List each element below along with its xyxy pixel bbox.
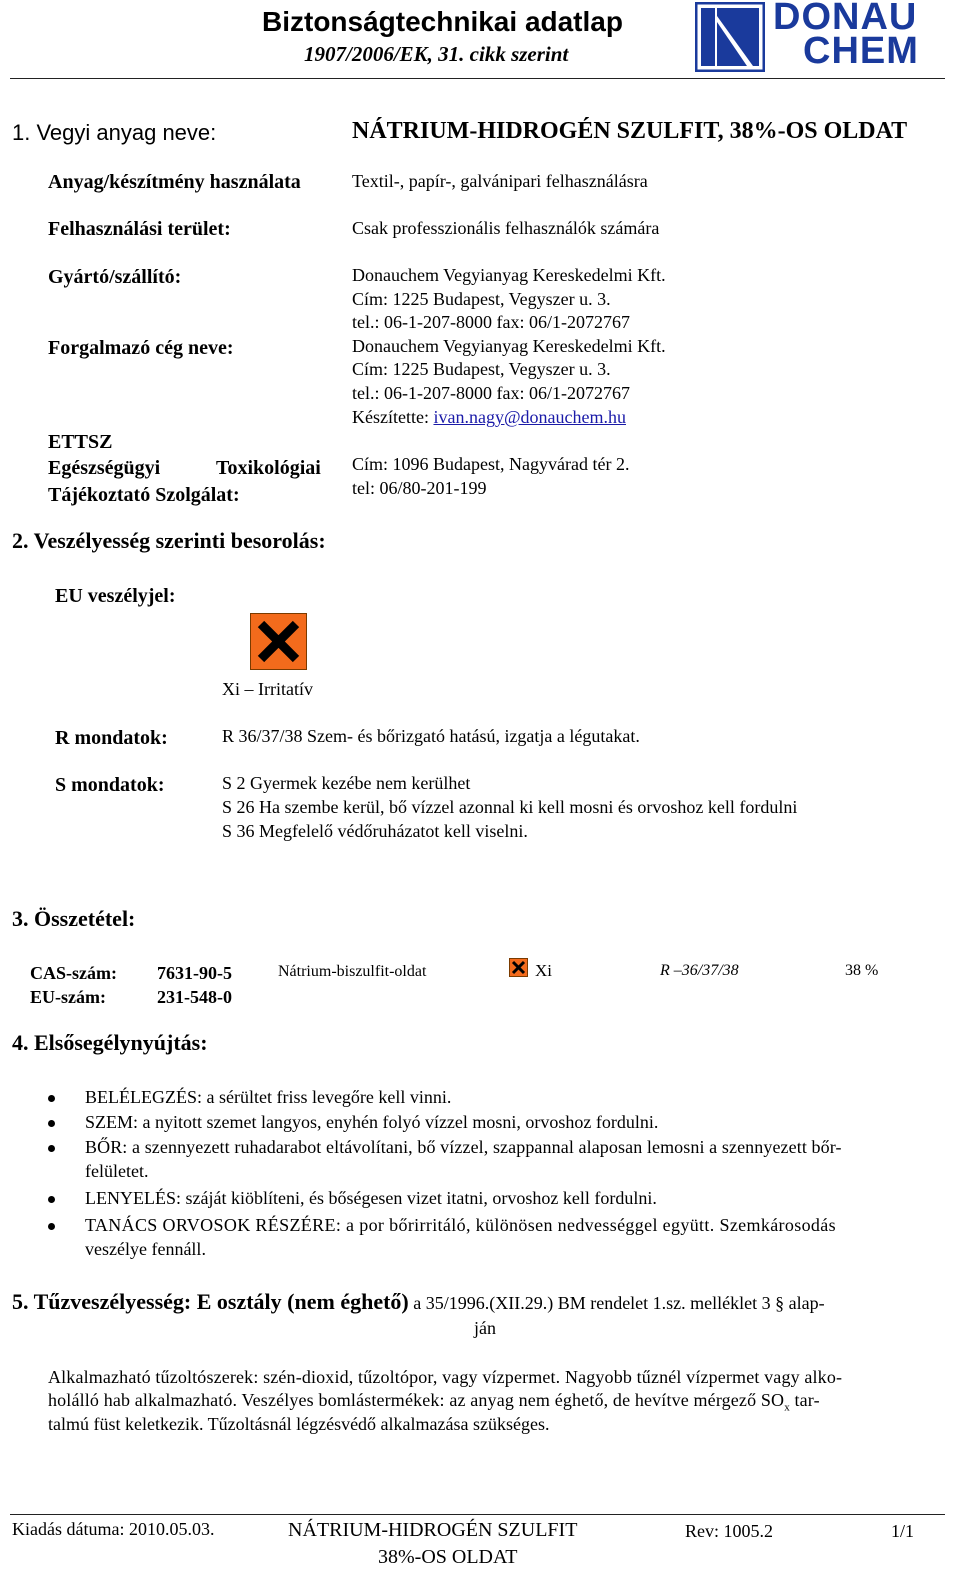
ettsz-line2b: Toxikológiai bbox=[216, 457, 321, 479]
section5-regulation: a 35/1996.(XII.29.) BM rendelet 1.sz. melléklet 3 § alap- bbox=[408, 1293, 825, 1313]
fire-paragraph-line: Alkalmazható tűzoltószerek: szén-dioxid, tűzoltópor, vagy vízpermet. Nagyobb tűznél vízpermet vagy alko- bbox=[48, 1367, 843, 1387]
document-title: Biztonságtechnikai adatlap bbox=[262, 6, 623, 37]
fire-paragraph-line bbox=[48, 1390, 820, 1414]
bullet-icon bbox=[48, 1223, 55, 1230]
footer-product-line2: 38%-OS OLDAT bbox=[378, 1546, 518, 1568]
email-link[interactable]: ivan.nagy@donauchem.hu bbox=[433, 407, 626, 427]
eu-number-value: 231-548-0 bbox=[157, 987, 232, 1007]
first-aid-item: BELÉLEGZÉS: a sérültet friss levegőre kell vinni. bbox=[85, 1087, 452, 1107]
s-phrase-line: S 36 Megfelelő védőruházatot kell viselni. bbox=[222, 821, 528, 841]
section1-label: 1. Vegyi anyag neve: bbox=[12, 120, 217, 145]
use-value: Textil-, papír-, galvánipari felhasználásra bbox=[352, 171, 648, 191]
ettsz-line2a: Egészségügyi bbox=[48, 457, 161, 479]
eu-number-label: EU-szám: bbox=[30, 987, 106, 1007]
first-aid-item-cont: veszélye fennáll. bbox=[85, 1239, 206, 1259]
fire-text: holálló hab alkalmazható. Veszélyes bomlástermékek: az anyag nem éghető, de hevítve mérgező SO bbox=[48, 1390, 785, 1410]
bullet-icon bbox=[48, 1196, 55, 1203]
s-phrases-label: S mondatok: bbox=[55, 774, 165, 796]
donauchem-logo bbox=[695, 2, 940, 72]
footer-divider bbox=[10, 1514, 945, 1515]
hazard-symbol-caption: Xi – Irritatív bbox=[222, 679, 313, 699]
first-aid-item-cont: felületet. bbox=[85, 1161, 149, 1181]
bullet-icon bbox=[48, 1095, 55, 1102]
distributor-line: tel.: 06-1-207-8000 fax: 06/1-2072767 bbox=[352, 383, 630, 403]
section5-regulation-cont: ján bbox=[474, 1318, 496, 1338]
area-value: Csak professzionális felhasználók számára bbox=[352, 218, 660, 238]
cas-label: CAS-szám: bbox=[30, 963, 117, 983]
component-r-phrase: R –36/37/38 bbox=[660, 962, 739, 979]
first-aid-item: TANÁCS ORVOSOK RÉSZÉRE: a por bőrirritáló, különösen nedvességgel együtt. Szemkárosodás bbox=[85, 1215, 836, 1235]
first-aid-item: BŐR: a szennyezett ruhadarabot eltávolítani, bő vízzel, szappannal alaposan lemosni a szennyezett bőr- bbox=[85, 1137, 842, 1157]
manufacturer-line: tel.: 06-1-207-8000 fax: 06/1-2072767 bbox=[352, 312, 630, 332]
distributor-label: Forgalmazó cég neve: bbox=[48, 337, 234, 359]
component-name: Nátrium-biszulfit-oldat bbox=[278, 963, 427, 980]
s-phrase-line: S 2 Gyermek kezébe nem kerülhet bbox=[222, 773, 471, 793]
header-divider bbox=[10, 78, 945, 79]
footer-product-line1: NÁTRIUM-HIDROGÉN SZULFIT bbox=[288, 1519, 578, 1541]
fire-text: tar- bbox=[789, 1390, 820, 1410]
subscript-x: x bbox=[784, 1401, 790, 1414]
section5-label: 5. Tűzveszélyesség: E osztály (nem éghető) bbox=[12, 1289, 409, 1314]
document-subtitle: 1907/2006/EK, 31. cikk szerint bbox=[304, 42, 569, 66]
cas-value: 7631-90-5 bbox=[157, 963, 232, 983]
section2-label: 2. Veszélyesség szerinti besorolás: bbox=[12, 528, 326, 553]
issue-date: Kiadás dátuma: 2010.05.03. bbox=[12, 1519, 215, 1539]
component-concentration: 38 % bbox=[845, 962, 879, 979]
bullet-icon bbox=[48, 1120, 55, 1127]
section4-label: 4. Elsősegélynyújtás: bbox=[12, 1030, 208, 1055]
use-label: Anyag/készítmény használata bbox=[48, 171, 301, 193]
section5-heading bbox=[12, 1289, 825, 1315]
component-symbol: Xi bbox=[535, 961, 552, 980]
ettsz-line3: Tájékoztató Szolgálat: bbox=[48, 484, 240, 506]
ettsz-title: ETTSZ bbox=[48, 431, 113, 453]
manufacturer-label: Gyártó/szállító: bbox=[48, 266, 182, 288]
logo-text-chem: CHEM bbox=[803, 30, 919, 72]
r-phrases-text: R 36/37/38 Szem- és bőrizgató hatású, izgatja a légutakat. bbox=[222, 726, 640, 746]
ettsz-address: Cím: 1096 Budapest, Nagyvárad tér 2. bbox=[352, 454, 630, 474]
logo-mark-icon bbox=[695, 2, 765, 72]
logo-text-donau: DONAU bbox=[773, 0, 918, 38]
eu-hazard-label: EU veszélyjel: bbox=[55, 585, 176, 607]
fire-paragraph-line: talmú füst keletkezik. Tűzoltásnál légzésvédő alkalmazása szükséges. bbox=[48, 1414, 550, 1434]
manufacturer-line: Cím: 1225 Budapest, Vegyszer u. 3. bbox=[352, 289, 611, 309]
distributor-line: Cím: 1225 Budapest, Vegyszer u. 3. bbox=[352, 359, 611, 379]
page-number: 1/1 bbox=[891, 1521, 915, 1541]
first-aid-item: LENYELÉS: száját kiöblíteni, és bőségesen vizet itatni, orvoshoz kell fordulni. bbox=[85, 1188, 657, 1208]
section3-label: 3. Összetétel: bbox=[12, 906, 136, 931]
ettsz-tel: tel: 06/80-201-199 bbox=[352, 478, 487, 498]
bullet-icon bbox=[48, 1145, 55, 1152]
s-phrase-line: S 26 Ha szembe kerül, bő vízzel azonnal ki kell mosni és orvoshoz kell fordulni bbox=[222, 797, 798, 817]
distributor-line: Donauchem Vegyianyag Kereskedelmi Kft. bbox=[352, 336, 666, 356]
revision: Rev: 1005.2 bbox=[685, 1521, 773, 1541]
prepared-by-label: Készítette: bbox=[352, 407, 434, 427]
prepared-by bbox=[352, 407, 626, 428]
area-label: Felhasználási terület: bbox=[48, 218, 231, 240]
product-name: NÁTRIUM-HIDROGÉN SZULFIT, 38%-OS OLDAT bbox=[352, 118, 908, 144]
irritant-small-icon bbox=[509, 958, 528, 977]
irritant-hazard-icon bbox=[250, 613, 307, 670]
r-phrases-label: R mondatok: bbox=[55, 727, 168, 749]
manufacturer-line: Donauchem Vegyianyag Kereskedelmi Kft. bbox=[352, 265, 666, 285]
first-aid-item: SZEM: a nyitott szemet langyos, enyhén folyó vízzel mosni, orvoshoz fordulni. bbox=[85, 1112, 659, 1132]
